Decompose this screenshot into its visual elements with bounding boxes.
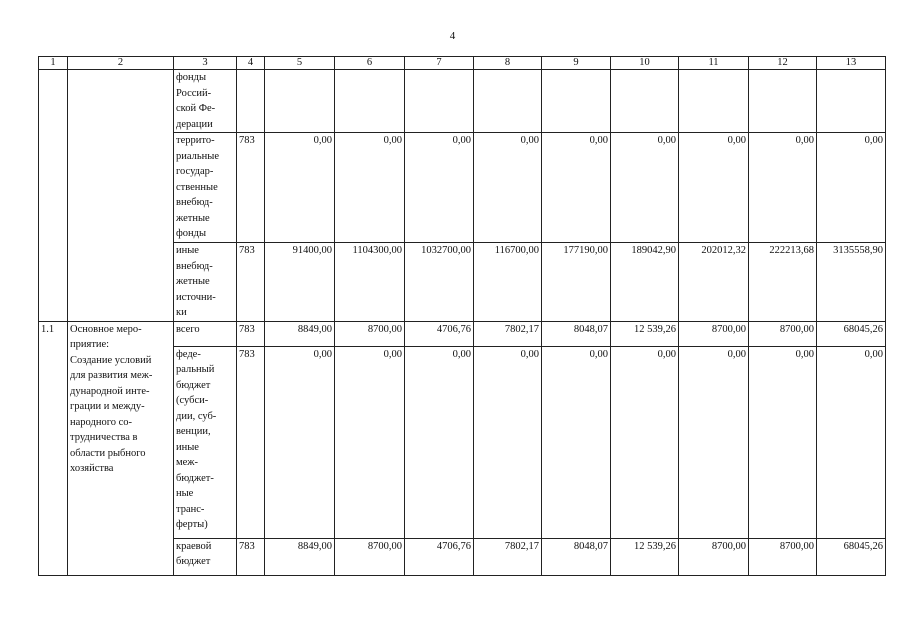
item-name-cell: Основное меро- приятие: Создание условий для развития меж- дународной инте- грации и между- народного со- трудничества в области рыбного хозяйства bbox=[68, 321, 174, 575]
value-cell: 222213,68 bbox=[749, 243, 817, 322]
value-cell: 8849,00 bbox=[265, 538, 335, 575]
value-cell: 1104300,00 bbox=[335, 243, 405, 322]
value-cell: 0,00 bbox=[749, 346, 817, 538]
value-cell: 0,00 bbox=[335, 133, 405, 243]
value-cell: 0,00 bbox=[542, 346, 611, 538]
value-cell: 68045,26 bbox=[817, 321, 886, 346]
value-cell: 8700,00 bbox=[749, 321, 817, 346]
value-cell: 0,00 bbox=[749, 133, 817, 243]
value-cell: 0,00 bbox=[265, 346, 335, 538]
funding-source-cell: иные внебюд- жетные источни- ки bbox=[174, 243, 237, 322]
value-cell: 1032700,00 bbox=[405, 243, 474, 322]
value-cell: 4706,76 bbox=[405, 321, 474, 346]
value-cell: 0,00 bbox=[265, 133, 335, 243]
budget-table bbox=[38, 56, 886, 576]
code-cell: 783 bbox=[237, 243, 265, 322]
value-cell bbox=[265, 70, 335, 133]
funding-source-cell: террито- риальные государ- ственные внебюд- жетные фонды bbox=[174, 133, 237, 243]
code-cell bbox=[237, 70, 265, 133]
code-cell: 783 bbox=[237, 133, 265, 243]
value-cell: 68045,26 bbox=[817, 538, 886, 575]
value-cell: 0,00 bbox=[474, 133, 542, 243]
value-cell: 12 539,26 bbox=[611, 538, 679, 575]
value-cell bbox=[679, 70, 749, 133]
value-cell: 0,00 bbox=[611, 346, 679, 538]
value-cell: 202012,32 bbox=[679, 243, 749, 322]
table-row bbox=[39, 321, 886, 346]
column-header-4: 4 bbox=[237, 57, 265, 70]
value-cell: 0,00 bbox=[405, 346, 474, 538]
column-header-8: 8 bbox=[474, 57, 542, 70]
funding-source-cell: фонды Россий- ской Фе- дерации bbox=[174, 70, 237, 133]
value-cell bbox=[542, 70, 611, 133]
value-cell: 8048,07 bbox=[542, 538, 611, 575]
column-header-6: 6 bbox=[335, 57, 405, 70]
value-cell: 8048,07 bbox=[542, 321, 611, 346]
value-cell: 4706,76 bbox=[405, 538, 474, 575]
value-cell: 12 539,26 bbox=[611, 321, 679, 346]
column-header-2: 2 bbox=[68, 57, 174, 70]
header-row bbox=[39, 57, 886, 70]
value-cell: 177190,00 bbox=[542, 243, 611, 322]
value-cell: 8700,00 bbox=[679, 321, 749, 346]
value-cell bbox=[611, 70, 679, 133]
value-cell: 0,00 bbox=[542, 133, 611, 243]
value-cell: 91400,00 bbox=[265, 243, 335, 322]
code-cell: 783 bbox=[237, 321, 265, 346]
value-cell: 7802,17 bbox=[474, 538, 542, 575]
value-cell: 8700,00 bbox=[335, 321, 405, 346]
column-header-5: 5 bbox=[265, 57, 335, 70]
value-cell: 0,00 bbox=[817, 133, 886, 243]
column-header-1: 1 bbox=[39, 57, 68, 70]
column-header-7: 7 bbox=[405, 57, 474, 70]
column-header-9: 9 bbox=[542, 57, 611, 70]
value-cell bbox=[749, 70, 817, 133]
column-header-13: 13 bbox=[817, 57, 886, 70]
column-header-3: 3 bbox=[174, 57, 237, 70]
column-header-10: 10 bbox=[611, 57, 679, 70]
value-cell: 189042,90 bbox=[611, 243, 679, 322]
column-header-11: 11 bbox=[679, 57, 749, 70]
item-number-cell: 1.1 bbox=[39, 321, 68, 575]
value-cell: 0,00 bbox=[679, 133, 749, 243]
value-cell: 0,00 bbox=[817, 346, 886, 538]
code-cell: 783 bbox=[237, 538, 265, 575]
table-row bbox=[39, 70, 886, 133]
value-cell: 116700,00 bbox=[474, 243, 542, 322]
value-cell: 8700,00 bbox=[679, 538, 749, 575]
code-cell: 783 bbox=[237, 346, 265, 538]
value-cell bbox=[817, 70, 886, 133]
value-cell: 7802,17 bbox=[474, 321, 542, 346]
value-cell bbox=[474, 70, 542, 133]
item-number-cell bbox=[39, 70, 68, 322]
value-cell: 8849,00 bbox=[265, 321, 335, 346]
page-number: 4 bbox=[449, 30, 456, 42]
value-cell: 8700,00 bbox=[749, 538, 817, 575]
value-cell: 0,00 bbox=[335, 346, 405, 538]
value-cell bbox=[405, 70, 474, 133]
value-cell: 3135558,90 bbox=[817, 243, 886, 322]
value-cell bbox=[335, 70, 405, 133]
funding-source-cell: феде- ральный бюджет (субси- дии, суб- венции, иные меж- бюджет- ные транс- ферты) bbox=[174, 346, 237, 538]
column-header-12: 12 bbox=[749, 57, 817, 70]
item-name-cell bbox=[68, 70, 174, 322]
value-cell: 0,00 bbox=[474, 346, 542, 538]
funding-source-cell: краевой бюджет bbox=[174, 538, 237, 575]
value-cell: 0,00 bbox=[405, 133, 474, 243]
funding-source-cell: всего bbox=[174, 321, 237, 346]
value-cell: 8700,00 bbox=[335, 538, 405, 575]
value-cell: 0,00 bbox=[611, 133, 679, 243]
value-cell: 0,00 bbox=[679, 346, 749, 538]
